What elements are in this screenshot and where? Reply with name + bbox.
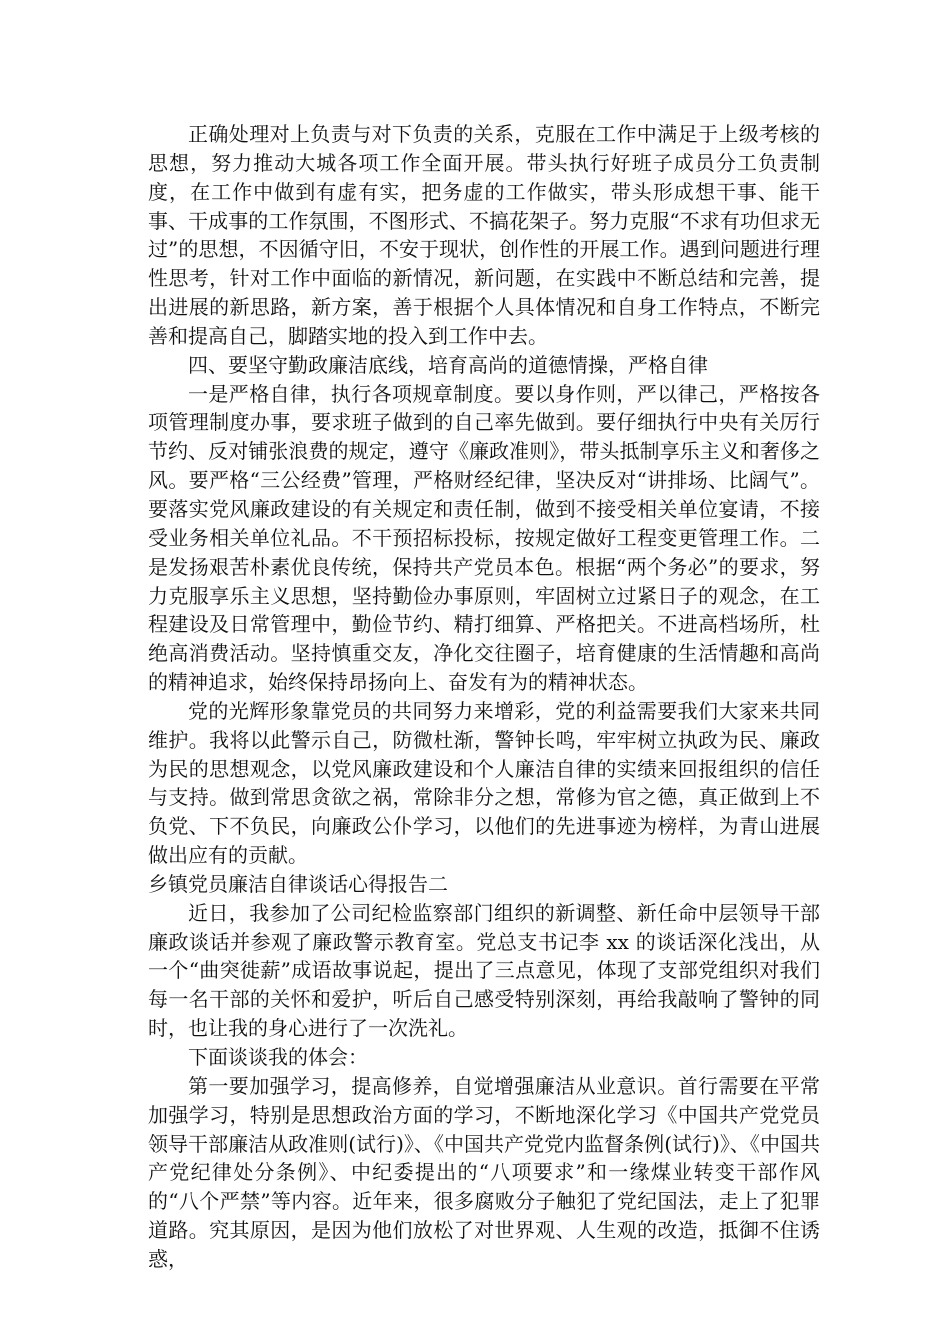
paragraph-first-point: 第一要加强学习，提高修养，自觉增强廉洁从业意识。首行需要在平常加强学习，特别是思想政治方面的学习，不断地深化学习《中国共产党党员领导干部廉洁从政准则(试行)》、《中国共产党党内监督条例(试行)》、《中国共产党纪律处分条例》、中纪委提出的“八项要求”和一缘煤业转变干部作风的“八个严禁”等内容。近年来，很多腐败分子触犯了党纪国法，走上了犯罪道路。究其原因，是因为他们放松了对世界观、人生观的改造，抵御不住诱惑， [148,1073,820,1271]
paragraph-experience-intro: 下面谈谈我的体会： [188,1045,368,1069]
section-heading-four: 四、要坚守勤政廉洁底线，培育高尚的道德情操，严格自律 [188,352,708,377]
paragraph-self-discipline: 一是严格自律，执行各项规章制度。要以身作则，严以律己，严格按各项管理制度办事，要求班子做到的自己率先做到。要仔细执行中央有关厉行节约、反对铺张浪费的规定，遵守《廉政准则》，带头抵制享乐主义和奢侈之风。要严格“三公经费”管理，严格财经纪律，坚决反对“讲排场、比阔气”。要落实党风廉政建设的有关规定和责任制，做到不接受相关单位宴请，不接受业务相关单位礼品。不干预招标投标，按规定做好工程变更管理工作。二是发扬艰苦朴素优良传统，保持共产党员本色。根据“两个务必”的要求，努力克服享乐主义思想，坚持勤俭办事原则，牢固树立过紧日子的观念，在工程建设及日常管理中，勤俭节约、精打细算、严格把关。不进高档场所，杜绝高消费活动。坚持慎重交友，净化交往圈子，培育健康的生活情趣和高尚的精神追求，始终保持昂扬向上、奋发有为的精神状态。 [148,381,820,695]
paragraph-party-image: 党的光辉形象靠党员的共同努力来增彩，党的利益需要我们大家来共同维护。我将以此警示自己，防微杜渐，警钟长鸣，牢牢树立执政为民、廉政为民的思想观念，以党风廉政建设和个人廉洁自律的实绩来回报组织的信任与支持。做到常思贪欲之祸，常除非分之想，常修为官之德，真正做到上不负党、下不负民，向廉政公仆学习，以他们的先进事迹为榜样，为青山进展做出应有的贡献。 [148,698,820,868]
paragraph-recent-talk: 近日，我参加了公司纪检监察部门组织的新调整、新任命中层领导干部廉政谈话并参观了廉政警示教育室。党总支书记李 xx 的谈话深化浅出，从一个“曲突徙薪”成语故事说起，提出了三点意见，体现了支部党组织对我们每一名干部的关怀和爱护，听后自己感受特别深刻，再给我敲响了警钟的同时，也让我的身心进行了一次洗礼。 [148,900,820,1041]
document-body [148,120,820,1274]
report-two-title: 乡镇党员廉洁自律谈话心得报告二 [148,871,448,896]
paragraph-responsibility: 正确处理对上负责与对下负责的关系，克服在工作中满足于上级考核的思想，努力推动大城各项工作全面开展。带头执行好班子成员分工负责制度，在工作中做到有虚有实，把务虚的工作做实，带头形成想干事、能干事、干成事的工作氛围，不图形式、不搞花架子。努力克服“不求有功但求无过”的思想，不因循守旧，不安于现状，创作性的开展工作。遇到问题进行理性思考，针对工作中面临的新情况，新问题，在实践中不断总结和完善，提出进展的新思路，新方案，善于根据个人具体情况和自身工作特点，不断完善和提高自己，脚踏实地的投入到工作中去。 [148,122,820,348]
